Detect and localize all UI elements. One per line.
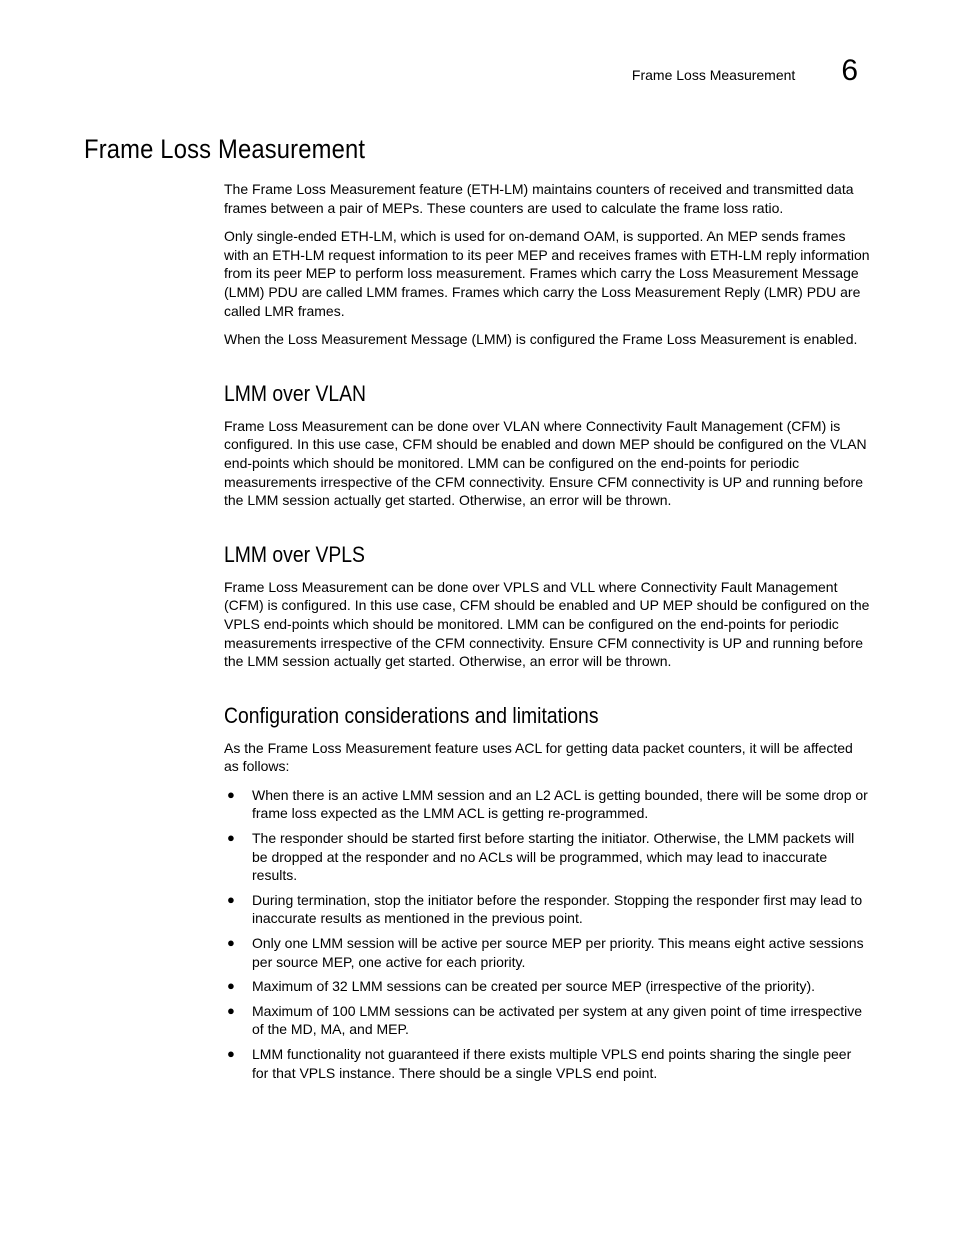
running-title: Frame Loss Measurement [631, 67, 796, 83]
intro-paragraph: The Frame Loss Measurement feature (ETH-LM) maintains counters of received and transmitted data frames between a pair of MEPs. These counters are used to calculate the frame loss ratio. [224, 181, 854, 216]
list-item [224, 977, 870, 996]
list-item-text: When there is an active LMM session and an L2 ACL is getting bounded, there will be some drop or frame loss expected as the LMM ACL is getting re-programmed. [252, 786, 868, 822]
list-item-text: Maximum of 100 LMM sessions can be activated per system at any given point of time irrespective of the MD, MA, and MEP. [252, 1002, 863, 1038]
running-header [632, 56, 858, 86]
section-heading-configuration-considerations: Configuration considerations and limitations [224, 702, 599, 728]
bullet-icon: ● [227, 786, 235, 802]
list-item-text: During termination, stop the initiator before the responder. Stopping the responder first may lead to inaccurate results as mentioned in the previous point. [252, 891, 863, 927]
bullet-icon: ● [227, 935, 235, 951]
section-heading-lmm-over-vpls: LMM over VPLS [224, 541, 365, 567]
bullet-icon: ● [227, 830, 235, 846]
section-heading-lmm-over-vlan: LMM over VLAN [224, 380, 367, 406]
list-item [224, 891, 870, 928]
list-item [224, 1002, 870, 1039]
list-item [224, 829, 870, 885]
section-paragraph: Frame Loss Measurement can be done over VPLS and VLL where Connectivity Fault Management (CFM) is configured. In this use case, CFM should be enabled and UP MEP should be configured on the VPLS end-points which should be monitored. LMM can be configured on the end-points for periodic measurements irrespective of the CFM connectivity. Ensure CFM connectivity is UP and running before the LMM session actually get started. Otherwise, an error will be thrown. [224, 578, 870, 670]
bullet-icon: ● [227, 1046, 235, 1061]
list-item-text: Maximum of 32 LMM sessions can be created per source MEP (irrespective of the priority). [252, 978, 816, 995]
limitations-list [224, 786, 870, 1082]
list-item [224, 1045, 870, 1082]
bullet-icon: ● [227, 891, 235, 907]
list-item [224, 934, 870, 971]
section-paragraph: As the Frame Loss Measurement feature uses ACL for getting data packet counters, it will be affected as follows: [224, 739, 853, 775]
intro-paragraph: Only single-ended ETH-LM, which is used for on-demand OAM, is supported. An MEP sends frames with an ETH-LM request information to its peer MEP and receives frames with ETH-LM reply information from its peer MEP to perform loss measurement. Frames which carry the Loss Measurement Message (LMM) PDU are called LMM frames. Frames which carry the Loss Measurement Reply (LMR) PDU are called LMR frames. [224, 228, 870, 319]
section-paragraph: Frame Loss Measurement can be done over VLAN where Connectivity Fault Management (CFM) is configured. In this use case, CFM should be enabled and down MEP should be configured on the VLAN end-points which should be monitored. LMM can be configured on the end-points for periodic measurements irrespective of the CFM connectivity. Ensure CFM connectivity is UP and running before the LMM session actually get started. Otherwise, an error will be thrown. [224, 417, 867, 509]
list-item [224, 786, 870, 823]
intro-paragraph: When the Loss Measurement Message (LMM) is configured the Frame Loss Measurement is enabled. [224, 331, 858, 348]
page-title: Frame Loss Measurement [84, 134, 366, 164]
bullet-icon: ● [227, 978, 235, 994]
list-item-text: Only one LMM session will be active per source MEP per priority. This means eight active sessions per source MEP, one active for each priority. [252, 935, 864, 970]
chapter-number: 6 [841, 54, 858, 87]
bullet-icon: ● [227, 1002, 235, 1018]
document-body [224, 180, 870, 1088]
list-item-text: The responder should be started first before starting the initiator. Otherwise, the LMM packets will be dropped at the responder and no ACLs will be programmed, which may lead to inaccurate results. [252, 830, 855, 884]
list-item-text: LMM functionality not guaranteed if there exists multiple VPLS end points sharing the single peer for that VPLS instance. There should be a single VPLS end point. [252, 1046, 852, 1081]
